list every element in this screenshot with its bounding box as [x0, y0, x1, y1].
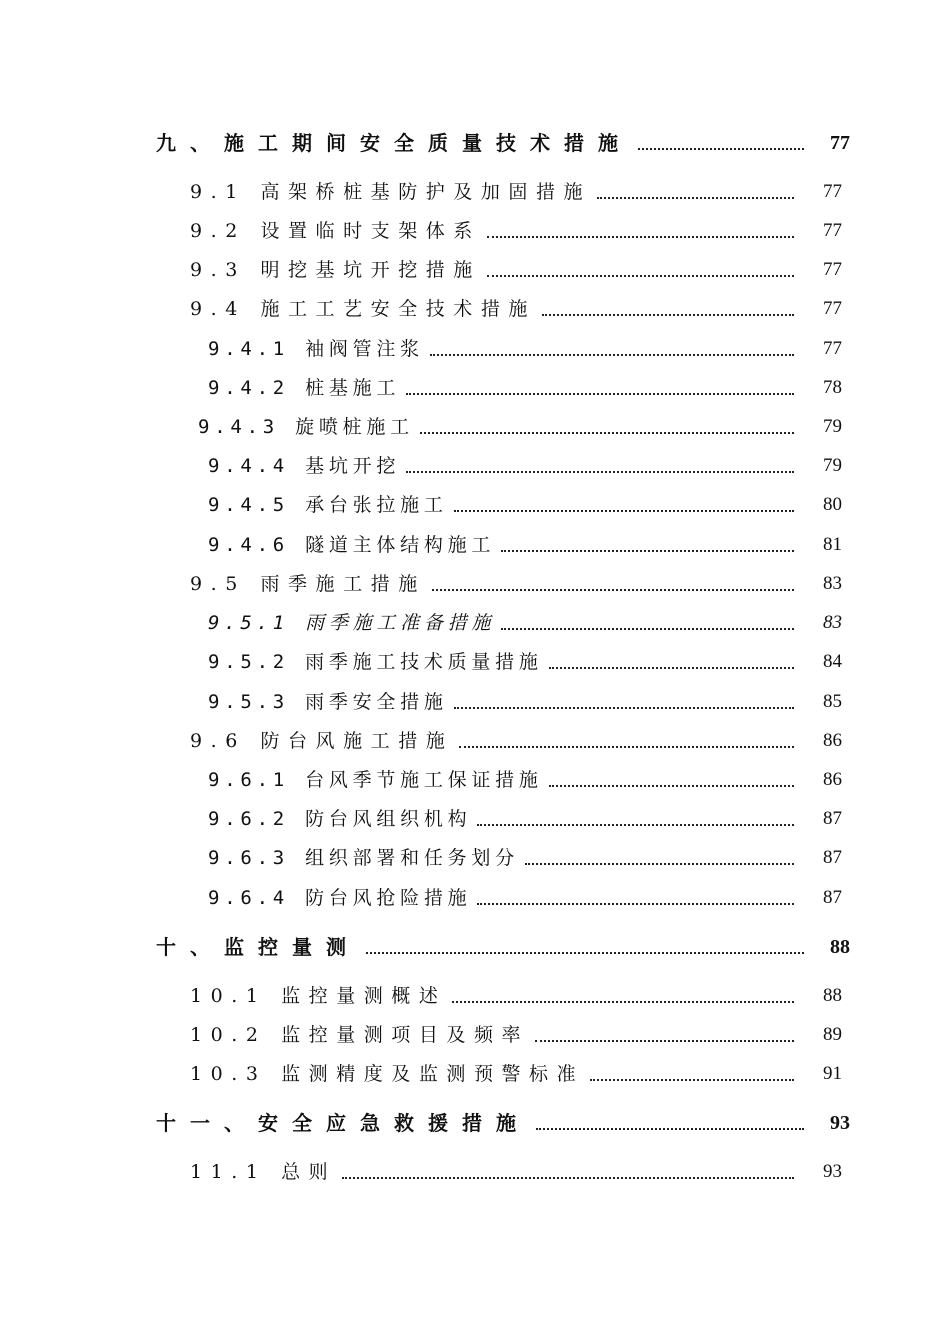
dot-leader — [597, 197, 794, 199]
toc-entry-label: 10.2 监控量测项目及频率 — [190, 1024, 530, 1046]
dot-leader — [454, 707, 794, 709]
dot-leader — [549, 667, 794, 669]
toc-entry-page: 77 — [823, 220, 842, 241]
toc-entry-9-4-6[interactable] — [208, 530, 842, 560]
dot-leader — [525, 863, 794, 865]
toc-entry-label: 九、施工期间安全质量技术措施 — [156, 131, 632, 155]
toc-entry-label: 9.2 设置临时支架体系 — [190, 220, 481, 242]
dot-leader — [477, 824, 794, 826]
toc-entry-page: 87 — [823, 887, 842, 908]
dot-leader — [342, 1177, 794, 1179]
toc-entry-page: 93 — [830, 1112, 850, 1134]
toc-entry-page: 79 — [823, 416, 842, 437]
toc-entry-9-5[interactable] — [190, 569, 842, 599]
toc-entry-label: 9.3 明挖基坑开挖措施 — [190, 259, 481, 281]
toc-entry-page: 77 — [823, 338, 842, 359]
toc-entry-label: 9.5 雨季施工措施 — [190, 573, 426, 595]
toc-entry-label: 9.5.1 雨季施工准备措施 — [208, 612, 496, 634]
toc-entry-label: 10.3 监测精度及监测预警标准 — [190, 1063, 585, 1085]
dot-leader — [487, 275, 794, 277]
dot-leader — [477, 903, 794, 905]
toc-entry-label: 9.6.3 组织部署和任务划分 — [208, 847, 519, 869]
toc-entry-page: 77 — [830, 132, 850, 154]
toc-entry-page: 87 — [823, 808, 842, 829]
toc-entry-10-3[interactable] — [190, 1059, 842, 1089]
toc-entry-9-6-4[interactable] — [208, 883, 842, 913]
toc-entry-chapter-11[interactable] — [156, 1108, 850, 1138]
toc-entry-label: 9.5.3 雨季安全措施 — [208, 691, 448, 713]
toc-entry-9-5-1[interactable] — [208, 608, 842, 638]
dot-leader — [535, 1040, 794, 1042]
toc-entry-9-4-3[interactable] — [198, 412, 842, 442]
dot-leader — [487, 236, 794, 238]
dot-leader — [590, 1079, 794, 1081]
toc-entry-label: 9.4.2 桩基施工 — [208, 377, 401, 399]
dot-leader — [420, 432, 794, 434]
toc-entry-page: 88 — [823, 985, 842, 1006]
dot-leader — [430, 354, 794, 356]
toc-entry-page: 77 — [823, 259, 842, 280]
dot-leader — [638, 148, 804, 150]
toc-entry-page: 91 — [823, 1063, 842, 1084]
dot-leader — [501, 550, 794, 552]
toc-entry-label: 9.4.4 基坑开挖 — [208, 455, 401, 477]
toc-entry-label: 9.4.1 袖阀管注浆 — [208, 338, 424, 360]
toc-entry-page: 83 — [823, 612, 842, 633]
dot-leader — [432, 589, 794, 591]
dot-leader — [536, 1128, 804, 1130]
toc-entry-page: 77 — [823, 181, 842, 202]
toc-entry-label: 11.1 总则 — [190, 1161, 337, 1183]
toc-entry-9-5-2[interactable] — [208, 647, 842, 677]
toc-entry-label: 9.6.2 防台风组织机构 — [208, 808, 472, 830]
toc-entry-page: 83 — [823, 573, 842, 594]
toc-entry-9-6-2[interactable] — [208, 804, 842, 834]
toc-entry-page: 77 — [823, 298, 842, 319]
toc-entry-9-5-3[interactable] — [208, 687, 842, 717]
toc-entry-page: 79 — [823, 455, 842, 476]
toc-entry-9-4-4[interactable] — [208, 451, 842, 481]
toc-entry-page: 78 — [823, 377, 842, 398]
toc-entry-9-4-5[interactable] — [208, 490, 842, 520]
toc-entry-page: 81 — [823, 534, 842, 555]
toc-entry-page: 86 — [823, 730, 842, 751]
dot-leader — [452, 1001, 794, 1003]
toc-entry-label: 9.5.2 雨季施工技术质量措施 — [208, 651, 543, 673]
toc-entry-9-6[interactable] — [190, 726, 842, 756]
toc-entry-page: 86 — [823, 769, 842, 790]
toc-entry-chapter-9[interactable] — [156, 128, 850, 158]
toc-entry-page: 93 — [823, 1161, 842, 1182]
toc-entry-9-6-1[interactable] — [208, 765, 842, 795]
dot-leader — [406, 393, 794, 395]
dot-leader — [549, 785, 794, 787]
toc-entry-label: 9.4.6 隧道主体结构施工 — [208, 534, 496, 556]
toc-entry-label: 9.6.4 防台风抢险措施 — [208, 887, 472, 909]
toc-entry-9-1[interactable] — [190, 177, 842, 207]
toc-entry-page: 89 — [823, 1024, 842, 1045]
toc-entry-page: 87 — [823, 847, 842, 868]
toc-entry-9-4-1[interactable] — [208, 334, 842, 364]
toc-entry-11-1[interactable] — [190, 1157, 842, 1187]
toc-entry-9-2[interactable] — [190, 216, 842, 246]
dot-leader — [406, 471, 794, 473]
toc-entry-label: 9.6 防台风施工措施 — [190, 730, 454, 752]
dot-leader — [501, 628, 794, 630]
toc-entry-label: 10.1 监控量测概述 — [190, 985, 447, 1007]
toc-entry-label: 9.4.3 旋喷桩施工 — [198, 416, 414, 438]
dot-leader — [454, 510, 794, 512]
toc-entry-page: 84 — [823, 651, 842, 672]
toc-entry-page: 80 — [823, 494, 842, 515]
toc-entry-label: 十、监控量测 — [156, 935, 360, 959]
toc-entry-10-2[interactable] — [190, 1020, 842, 1050]
toc-entry-chapter-10[interactable] — [156, 932, 850, 962]
toc-entry-label: 9.1 高架桥桩基防护及加固措施 — [190, 181, 592, 203]
toc-entry-label: 9.4 施工工艺安全技术措施 — [190, 298, 536, 320]
toc-entry-label: 十一、安全应急救援措施 — [156, 1111, 530, 1135]
dot-leader — [459, 746, 794, 748]
toc-entry-9-6-3[interactable] — [208, 843, 842, 873]
toc-entry-label: 9.4.5 承台张拉施工 — [208, 494, 448, 516]
dot-leader — [366, 952, 804, 954]
toc-entry-page: 85 — [823, 691, 842, 712]
toc-entry-page: 88 — [830, 936, 850, 958]
toc-entry-9-3[interactable] — [190, 255, 842, 285]
toc-entry-label: 9.6.1 台风季节施工保证措施 — [208, 769, 543, 791]
toc-entry-9-4[interactable] — [190, 294, 842, 324]
toc-entry-9-4-2[interactable] — [208, 373, 842, 403]
toc-entry-10-1[interactable] — [190, 981, 842, 1011]
dot-leader — [542, 314, 794, 316]
